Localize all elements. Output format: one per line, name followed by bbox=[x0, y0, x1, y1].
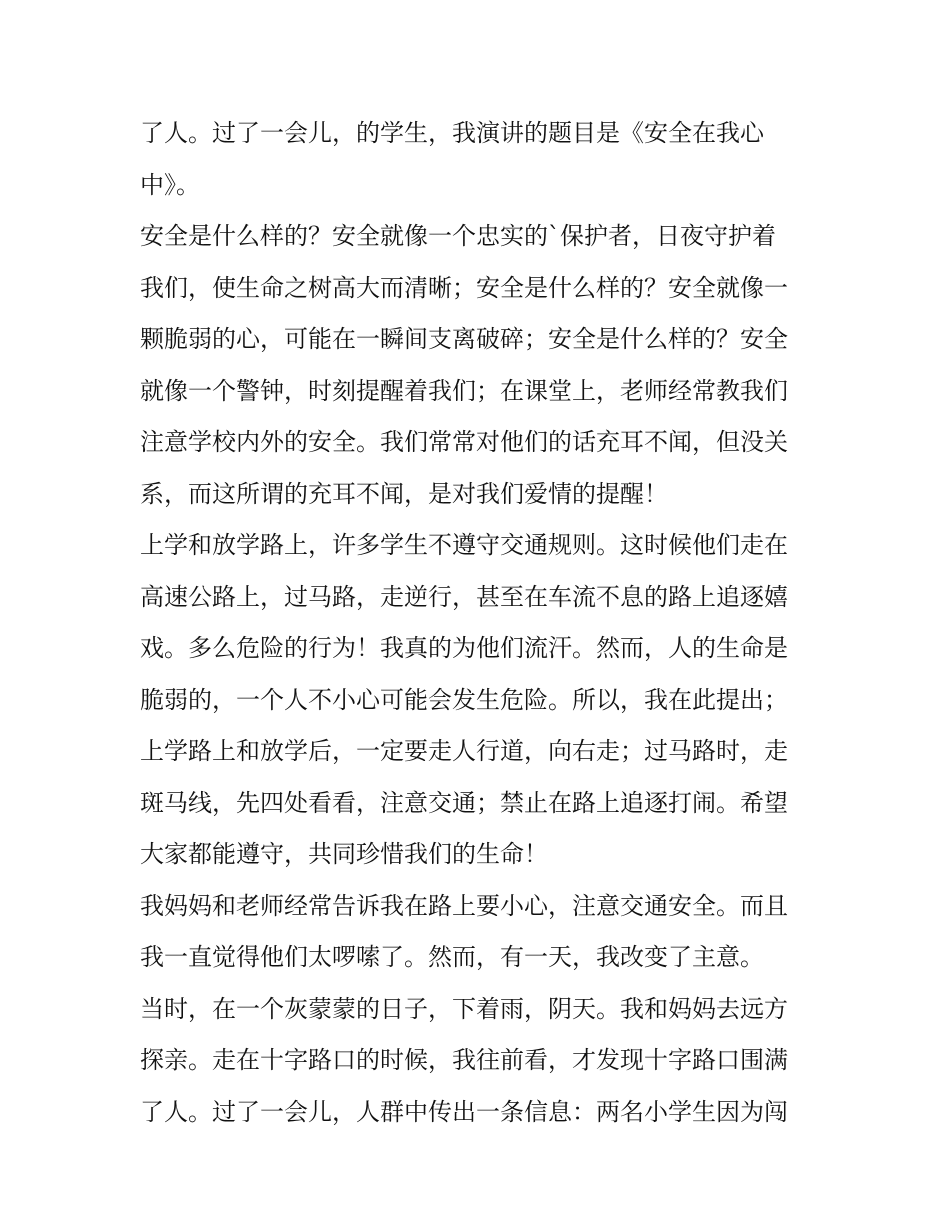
text-line: 了人。过了一会儿，人群中传出一条信息：两名小学生因为闯 bbox=[140, 1097, 788, 1126]
text-line: 系，而这所谓的充耳不闻，是对我们爱情的提醒！ bbox=[140, 479, 668, 508]
text-line: 注意学校内外的安全。我们常常对他们的话充耳不闻，但没关 bbox=[140, 428, 788, 456]
text-line: 探亲。走在十字路口的时候，我往前看，才发现十字路口围满 bbox=[140, 1046, 788, 1074]
text-line: 了人。过了一会儿，的学生，我演讲的题目是《安全在我心 bbox=[140, 119, 764, 147]
text-line: 戏。多么危险的行为！我真的为他们流汗。然而，人的生命是 bbox=[140, 634, 788, 662]
text-line: 上学和放学路上，许多学生不遵守交通规则。这时候他们走在 bbox=[140, 531, 788, 559]
text-line: 高速公路上，过马路，走逆行，甚至在车流不息的路上追逐嬉 bbox=[140, 582, 788, 611]
text-line: 我一直觉得他们太啰嗦了。然而，有一天，我改变了主意。 bbox=[140, 943, 764, 971]
text-line: 斑马线，先四处看看，注意交通；禁止在路上追逐打闹。希望 bbox=[140, 788, 788, 817]
text-line: 我妈妈和老师经常告诉我在路上要小心，注意交通安全。而且 bbox=[140, 891, 788, 920]
text-line: 安全是什么样的？安全就像一个忠实的`保护者，日夜守护着 bbox=[140, 222, 776, 250]
text-line: 中》。 bbox=[140, 170, 200, 199]
text-line: 大家都能遵守，共同珍惜我们的生命！ bbox=[140, 840, 548, 868]
text-line: 当时，在一个灰蒙蒙的日子，下着雨，阴天。我和妈妈去远方 bbox=[140, 994, 788, 1023]
text-line: 脆弱的，一个人不小心可能会发生危险。所以，我在此提出； bbox=[140, 685, 788, 714]
text-line: 颗脆弱的心，可能在一瞬间支离破碎；安全是什么样的？安全 bbox=[140, 325, 788, 353]
text-line: 我们，使生命之树高大而清晰；安全是什么样的？安全就像一 bbox=[140, 273, 788, 302]
text-line: 上学路上和放学后，一定要走人行道，向右走；过马路时，走 bbox=[140, 737, 788, 765]
document-body bbox=[140, 108, 812, 1138]
text-line: 就像一个警钟，时刻提醒着我们；在课堂上，老师经常教我们 bbox=[140, 376, 788, 405]
